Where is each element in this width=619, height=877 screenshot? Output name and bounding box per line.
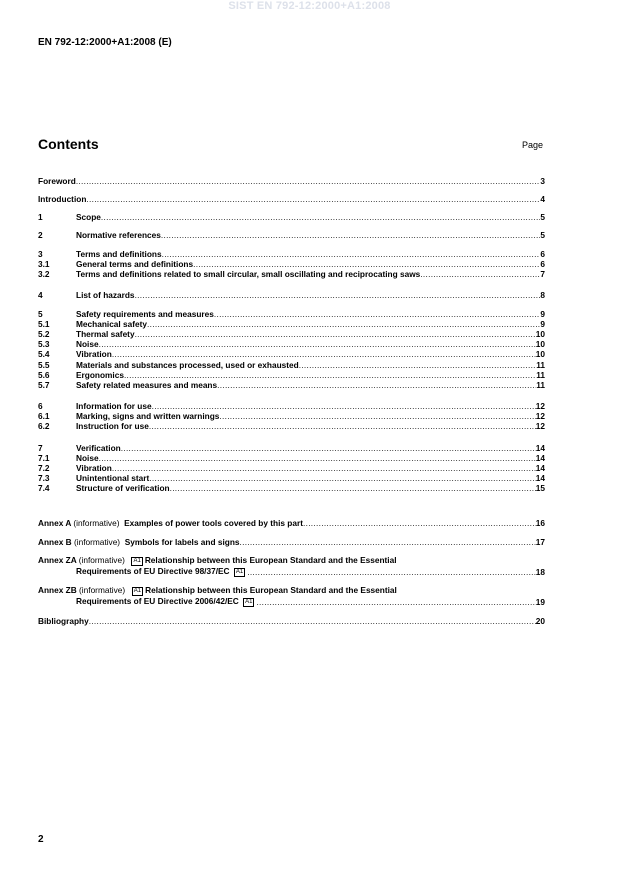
toc-entry-number: 2 [38, 230, 43, 240]
leader-dots [149, 473, 535, 483]
toc-entry[interactable] [38, 360, 545, 370]
toc-entry-title: Ergonomics [76, 370, 124, 380]
toc-entry-title: Safety related measures and means [76, 380, 218, 390]
toc-annex-zb[interactable] [38, 586, 545, 596]
toc-annex-a[interactable] [38, 518, 545, 528]
toc-entry[interactable] [38, 309, 545, 319]
toc-entry-title: Structure of verification [76, 483, 170, 493]
toc-entry-page: 19 [535, 597, 545, 607]
toc-entry-number: 5.2 [38, 329, 50, 339]
toc-entry-page: 6 [540, 259, 545, 269]
toc-entry-number: 4 [38, 290, 43, 300]
leader-dots [152, 401, 536, 411]
leader-dots [193, 259, 540, 269]
toc-entry-title: Noise [76, 453, 99, 463]
toc-entry-page: 11 [536, 380, 545, 390]
watermark: SIST EN 792-12:2000+A1:2008 [228, 0, 391, 12]
annex-title: Relationship between this European Standard and the Essential [145, 585, 397, 595]
toc-entry-number: 5.6 [38, 370, 50, 380]
toc-entry-number: 3 [38, 249, 43, 259]
toc-entry-page: 14 [535, 443, 545, 453]
toc-entry-page: 14 [535, 463, 545, 473]
toc-entry[interactable] [38, 212, 545, 222]
toc-entry-title: Mechanical safety [76, 319, 148, 329]
toc-entry[interactable] [38, 483, 545, 493]
toc-entry-title: Noise [76, 339, 99, 349]
toc-entry-number: 5.1 [38, 319, 50, 329]
toc-entry-page: 16 [535, 518, 545, 528]
toc-entry-title: Vibration [76, 349, 112, 359]
toc-entry[interactable] [38, 319, 545, 329]
leader-dots [121, 443, 536, 453]
toc-entry-title: Scope [76, 212, 101, 222]
document-header: EN 792-12:2000+A1:2008 (E) [38, 37, 172, 48]
toc-entry-page: 10 [535, 329, 545, 339]
toc-entry-number: 7 [38, 443, 43, 453]
leader-dots [240, 537, 536, 547]
toc-entry-title: Terms and definitions related to small circular, small oscillating and reciprocating saws [76, 269, 421, 279]
toc-entry[interactable] [38, 249, 545, 259]
leader-dots [219, 411, 535, 421]
toc-entry-number: 5 [38, 309, 43, 319]
toc-entry-page: 10 [535, 349, 545, 359]
toc-entry-title: Instruction for use [76, 421, 149, 431]
leader-dots [247, 567, 536, 577]
annex-label: Annex ZA [38, 555, 77, 565]
toc-entry-page: 15 [535, 483, 545, 493]
leader-dots [99, 339, 536, 349]
leader-dots [76, 176, 541, 186]
toc-entry-page: 10 [535, 339, 545, 349]
toc-entry-title: Normative references [76, 230, 161, 240]
toc-entry-page: 17 [535, 537, 545, 547]
toc-entry[interactable] [38, 329, 545, 339]
leader-dots [299, 360, 537, 370]
leader-dots [170, 483, 536, 493]
toc-entry[interactable] [38, 269, 545, 279]
leader-dots [149, 421, 536, 431]
toc-entry-title: Foreword [38, 176, 76, 186]
toc-entry-page: 11 [536, 360, 545, 370]
leader-dots [303, 518, 536, 528]
toc-entry-page: 18 [535, 567, 545, 577]
toc-entry[interactable] [38, 339, 545, 349]
toc-entry[interactable] [38, 443, 545, 453]
toc-entry-title: General terms and definitions [76, 259, 194, 269]
annex-informative: (informative) [78, 555, 125, 565]
annex-informative: (informative) [73, 537, 121, 547]
toc-entry[interactable] [38, 401, 545, 411]
toc-entry-page: 20 [535, 616, 545, 626]
toc-entry-page: 8 [540, 290, 545, 300]
toc-entry[interactable] [38, 370, 545, 380]
toc-entry-page: 5 [540, 212, 545, 222]
toc-entry-page: 9 [540, 309, 545, 319]
toc-entry-title: Safety requirements and measures [76, 309, 214, 319]
leader-dots [112, 463, 536, 473]
toc-entry-page: 7 [540, 269, 545, 279]
toc-entry[interactable] [38, 411, 545, 421]
toc-entry[interactable] [38, 194, 545, 204]
toc-entry-page: 5 [540, 230, 545, 240]
toc-bibliography[interactable] [38, 616, 545, 626]
amendment-end-marker: A1 [235, 569, 244, 575]
toc-entry-title: Information for use [76, 401, 152, 411]
toc-annex-za[interactable] [38, 556, 545, 566]
page-column-label: Page [522, 140, 544, 150]
toc-entry-number: 3.1 [38, 259, 50, 269]
annex-label: Annex B [38, 537, 72, 547]
toc-entry[interactable] [38, 421, 545, 431]
annex-title: Relationship between this European Standard and the Essential [144, 555, 397, 565]
leader-dots [112, 349, 536, 359]
toc-entry-title: Marking, signs and written warnings [76, 411, 220, 421]
toc-entry-page: 9 [540, 319, 545, 329]
toc-annex-za-line2[interactable] [38, 567, 545, 577]
toc-entry[interactable] [38, 290, 545, 300]
toc-entry-number: 5.7 [38, 380, 50, 390]
toc-entry[interactable] [38, 380, 545, 390]
toc-entry-number: 6.1 [38, 411, 50, 421]
toc-entry[interactable] [38, 176, 545, 186]
leader-dots [162, 249, 541, 259]
page-title: Contents [38, 136, 99, 152]
toc-entry-page: 11 [536, 370, 545, 380]
leader-dots [101, 212, 540, 222]
amendment-start-marker: A1 [133, 558, 141, 564]
leader-dots [256, 597, 535, 607]
toc-entry-number: 5.4 [38, 349, 50, 359]
annex-title-continued: Requirements of EU Directive 98/37/EC [76, 566, 230, 576]
amendment-end-marker: A1 [245, 599, 253, 605]
leader-dots [86, 194, 540, 204]
toc-entry-title: Unintentional start [76, 473, 150, 483]
annex-title: Examples of power tools covered by this part [124, 518, 303, 528]
leader-dots [214, 309, 540, 319]
toc-entry-number: 7.4 [38, 483, 50, 493]
leader-dots [124, 370, 536, 380]
toc-entry-number: 5.5 [38, 360, 50, 370]
toc-entry-number: 3.2 [38, 269, 50, 279]
amendment-start-marker: A1 [133, 588, 142, 594]
toc-entry-number: 6.2 [38, 421, 50, 431]
toc-entry-title: Verification [76, 443, 121, 453]
toc-entry-title: Thermal safety [76, 329, 135, 339]
toc-annex-b[interactable] [38, 537, 545, 547]
toc-entry-page: 14 [535, 453, 545, 463]
toc-entry[interactable] [38, 230, 545, 240]
toc-entry-number: 1 [38, 212, 43, 222]
toc-entry-title: Materials and substances processed, used or exhausted [76, 360, 299, 370]
toc-entry-page: 12 [535, 421, 545, 431]
toc-entry-number: 7.3 [38, 473, 50, 483]
toc-entry[interactable] [38, 349, 545, 359]
toc-entry-title: Bibliography [38, 616, 89, 626]
toc-entry-page: 14 [535, 473, 545, 483]
leader-dots [135, 290, 541, 300]
leader-dots [161, 230, 541, 240]
toc-entry-page: 6 [540, 249, 545, 259]
toc-entry-title: List of hazards [76, 290, 135, 300]
toc-entry[interactable] [38, 453, 545, 463]
leader-dots [135, 329, 536, 339]
annex-informative: (informative) [79, 585, 126, 595]
leader-dots [89, 616, 536, 626]
toc-entry-number: 5.3 [38, 339, 50, 349]
toc-entry-number: 7.1 [38, 453, 50, 463]
toc-entry-title: Terms and definitions [76, 249, 162, 259]
leader-dots [147, 319, 540, 329]
toc-entry-number: 6 [38, 401, 43, 411]
annex-title: Symbols for labels and signs [124, 537, 240, 547]
annex-informative: (informative) [73, 518, 120, 528]
toc-annex-zb-line2[interactable] [38, 597, 545, 607]
annex-label: Annex A [38, 518, 72, 528]
annex-title-continued: Requirements of EU Directive 2006/42/EC [76, 596, 239, 606]
leader-dots [217, 380, 536, 390]
toc-entry-title: Introduction [38, 194, 87, 204]
annex-label: Annex ZB [38, 585, 77, 595]
toc-entry-page: 12 [535, 411, 545, 421]
toc-entry-title: Vibration [76, 463, 112, 473]
toc-entry-page: 4 [540, 194, 545, 204]
toc-entry[interactable] [38, 259, 545, 269]
toc-entry-number: 7.2 [38, 463, 50, 473]
toc-entry[interactable] [38, 463, 545, 473]
toc-entry-page: 3 [540, 176, 545, 186]
toc-entry[interactable] [38, 473, 545, 483]
leader-dots [99, 453, 536, 463]
leader-dots [420, 269, 540, 279]
page-number: 2 [38, 834, 44, 845]
toc-entry-page: 12 [535, 401, 545, 411]
